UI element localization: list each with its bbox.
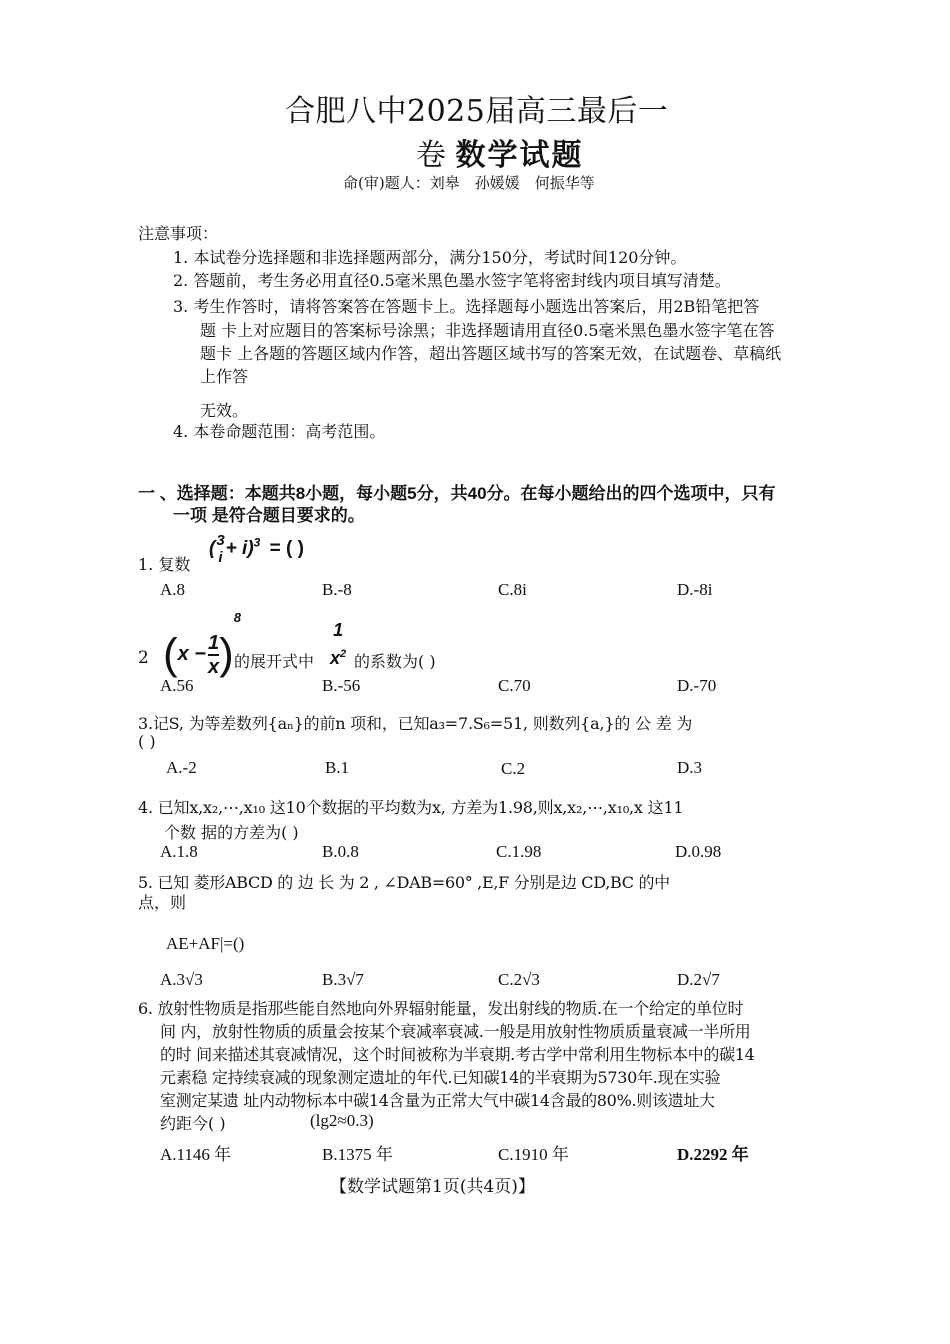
q2-frac-den: x — [208, 655, 220, 678]
q6-text: 的时 间来描述其衰减情况，这个时间被称为半衰期.考古学中常利用生物标本中的碳14 — [160, 1045, 755, 1064]
q5-option-d: D.2√7 — [677, 970, 720, 989]
q6-text-last: 约距今( ) — [160, 1114, 226, 1133]
page-footer: 【数学试题第1页(共4页)】 — [330, 1177, 535, 1197]
q3-option-c: C.2 — [501, 759, 526, 778]
q2-formula — [163, 610, 241, 680]
q5-text-cont: 点，则 — [138, 893, 187, 912]
q2-end-text: 的系数为( ) — [354, 652, 436, 671]
q1-formula-tail: = ( ) — [269, 538, 304, 560]
section-heading: 一 、选择题：本题共8小题，每小题5分，共40分。在每小题给出的四个选项中，只有 — [138, 484, 776, 503]
q3-text-cont: ( ) — [138, 732, 156, 751]
q2-right-paren: ) — [219, 629, 234, 679]
q6-option-a: A.1146 年 — [160, 1145, 232, 1164]
q1-option-d: D.-8i — [677, 580, 713, 599]
q1-exponent: 3 — [253, 535, 261, 550]
q2-option-d: D.-70 — [677, 676, 717, 695]
q2-small-frac-num: 1 — [333, 620, 344, 640]
q4-option-c: C.1.98 — [496, 842, 542, 861]
subtitle-bold: 数学试题 — [455, 138, 584, 173]
q2-left-paren: ( — [163, 629, 178, 679]
page-title: 合肥八中2025届高三最后一 — [285, 94, 669, 129]
notice-item: 无效。 — [200, 401, 249, 420]
q2-option-c: C.70 — [498, 676, 531, 695]
notice-item: 上作答 — [200, 367, 249, 386]
q1-formula-rest: + i) — [225, 538, 254, 560]
q4-option-d: D.0.98 — [675, 842, 722, 861]
q3-option-a: A.-2 — [166, 758, 197, 777]
q2-fraction — [208, 632, 219, 678]
q3-text: 3.记S, 为等差数列{aₙ}的前n 项和，已知a₃=7.S₆=51, 则数列{a,}的 公 差 为 — [138, 714, 693, 733]
q2-small-frac-den: $x^2$ — [330, 648, 347, 668]
q6-hint: (lg2≈0.3) — [310, 1111, 374, 1130]
q2-exponent: 8 — [233, 610, 242, 625]
notice-item: 1. 本试卷分选择题和非选择题两部分，满分150分，考试时间120分钟。 — [173, 248, 687, 267]
q6-text: 元素稳 定持续衰减的现象测定遗址的年代.已知碳14的半衰期为5730年.现在实验 — [160, 1068, 721, 1087]
q1-option-a: A.8 — [160, 580, 186, 599]
q4-option-b: B.0.8 — [322, 842, 359, 861]
q1-frac-den: i — [218, 549, 223, 566]
q2-option-b: B.-56 — [322, 676, 361, 695]
q5-option-b: B.3√7 — [322, 970, 364, 989]
q6-option-c: C.1910 年 — [498, 1145, 569, 1164]
q6-text: 室测定某遗 址内动物标本中碳14含量为正常大气中碳14含最的80%.则该遗址大 — [160, 1091, 715, 1110]
q2-label: 2 — [138, 648, 149, 668]
notice-item: 4. 本卷命题范围：高考范围。 — [173, 422, 386, 441]
q6-option-d: D.2292 年 — [677, 1145, 749, 1164]
q2-small-fraction — [330, 618, 346, 670]
q5-option-a: A.3√3 — [160, 970, 203, 989]
q5-option-c: C.2√3 — [498, 970, 540, 989]
section-heading-cont: 一项 是符合题目要求的。 — [173, 506, 365, 525]
q2-option-a: A.56 — [160, 676, 194, 695]
q4-option-a: A.1.8 — [160, 842, 198, 861]
subtitle-prefix: 卷 — [416, 138, 446, 173]
q5-expression: AE+AF|=() — [166, 934, 245, 953]
q6-text: 间 内，放射性物质的质量会按某个衰减率衰减.一般是用放射性物质质量衰减一半所用 — [160, 1022, 751, 1041]
q5-text: 5. 已知 菱形ABCD 的 边 长 为 2 , ∠DAB=60° ,E,F 分别是边 CD,BC 的中 — [138, 873, 670, 892]
q1-frac-num: 3 — [216, 532, 225, 549]
notice-item: 3. 考生作答时，请将答案答在答题卡上。选择题每小题选出答案后，用2B铅笔把答 — [173, 297, 760, 316]
page-subtitle — [416, 130, 584, 174]
notice-item: 题卡 上各题的答题区域内作答，超出答题区域书写的答案无效，在试题卷、草稿纸 — [200, 344, 782, 363]
q6-option-b: B.1375 年 — [322, 1145, 393, 1164]
q1-option-c: C.8i — [498, 580, 527, 599]
q3-option-d: D.3 — [677, 758, 703, 777]
q1-label: 1. 复数 — [138, 555, 191, 574]
q2-mid-text: 的展开式中 — [234, 652, 315, 671]
q6-text: 6. 放射性物质是指那些能自然地向外界辐射能量，发出射线的物质.在一个给定的单位时 — [138, 999, 744, 1018]
q1-open-paren: ( — [209, 538, 216, 560]
q2-frac-num: 1 — [208, 631, 220, 654]
q4-text: 4. 已知x,x₂,⋯,x₁₀ 这10个数据的平均数为x, 方差为1.98,则x,x₂,⋯,x₁₀,x 这11 — [138, 798, 684, 817]
q3-option-b: B.1 — [325, 758, 350, 777]
authors: 命(审)题人：刘皋 孙媛媛 何振华等 — [343, 174, 595, 192]
notice-item: 2. 答题前，考生务必用直径0.5毫米黑色墨水签字笔将密封线内项目填写清楚。 — [173, 271, 731, 290]
notice-item: 题 卡上对应题目的答案标号涂黑；非选择题请用直径0.5毫米黑色墨水签字笔在答 — [200, 321, 775, 340]
q2-formula-x: x − — [177, 643, 207, 666]
q4-text-cont: 个数 据的方差为( ) — [164, 823, 299, 842]
q1-formula — [209, 532, 304, 566]
q1-option-b: B.-8 — [322, 580, 352, 599]
notice-heading: 注意事项： — [138, 224, 219, 243]
q1-fraction — [216, 532, 224, 566]
